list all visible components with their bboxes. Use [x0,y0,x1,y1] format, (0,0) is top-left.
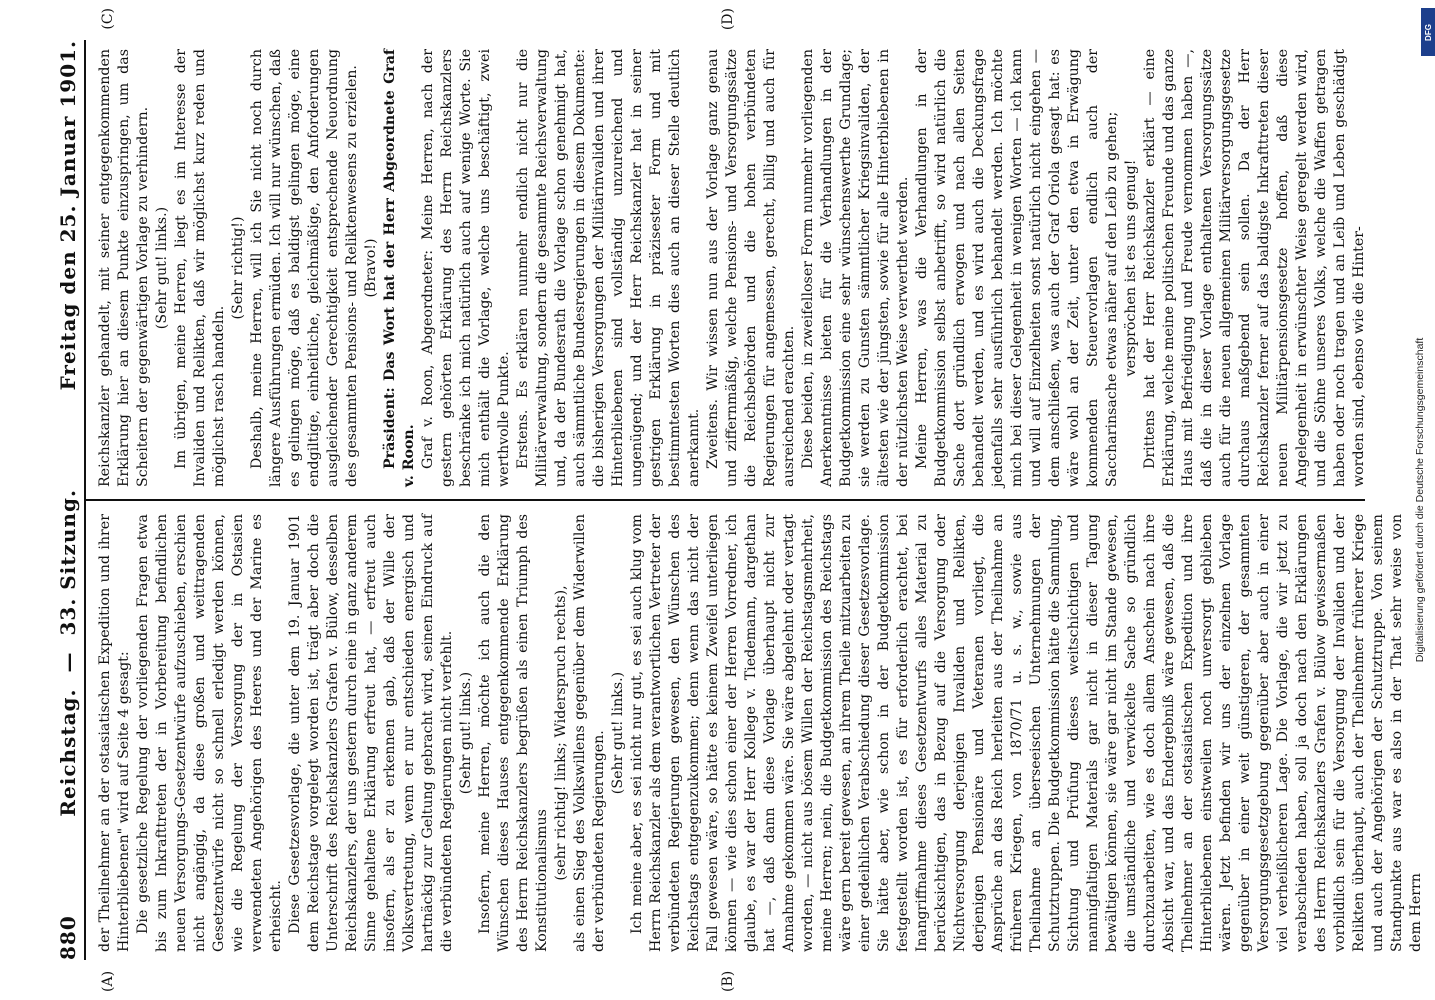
left-column [96,514,1424,952]
margin-mark-c: (C) [100,8,116,30]
header-session: 33. Sitzung. [56,489,80,636]
dfg-logo-text: DFG [1423,23,1433,41]
header-date: Freitag den 25. Januar 1901. [56,40,80,391]
paragraph: Ich meine aber, es sei nicht nur gut, es sei auch klug vom Herrn Reichskanzler als dem verantwortlichen Vertreter der verbündeten Regierungen gewesen, den Wünschen des Reichstags entgegenzukommen; denn wenn das nicht der Fall gewesen wäre, so hätte es keinem Zweifel unterliegen können — wie dies schon einer der Herren Vorredner, ich glaube, es war der Herr Kollege v. Tiedemann, dargethan hat —, daß dann diese Vorlage überhaupt nicht zur Annahme gekommen wäre. Sie wäre abgelehnt oder vertagt worden, — nicht aus bösem Willen der Reichstagsmehrheit, meine Herren; nein, die Budgetkommission des Reichstags wäre gern bereit gewesen, an ihrem Theile mitzuarbeiten zu einer gedeihlichen Verabschiedung dieser Gesetzesvorlage. Sie hätte aber, wie schon in der Budgetkommission festgestellt worden ist, es für erforderlich erachtet, bei Inangriffnahme dieses Gesetzentwurfs alles Material zu berücksichtigen, das in Bezug auf die Versorgung oder Nichtversorgung derjenigen Invaliden und Relikten, derjenigen Pensionäre und Veteranen vorliegt, die Ansprüche an das Reich herleiten aus der Theilnahme an früheren Kriegen, von 1870/71 u. s. w., sowie aus Theilnahme an überseeischen Unternehmungen der Schutztruppen. Die Budgetkommission hätte die Sammlung, Sichtung und Prüfung dieses weitschichtigen und mannigfaltigen Materials gar nicht in dieser Tagung bewältigen können, sie wäre gar nicht im Stande gewesen, die umständliche und verwickelte Sache so gründlich durchzuarbeiten, wie es doch allem Anschein nach ihre Absicht war, und das Endergebniß wäre gewesen, daß die Theilnehmer an der ostasiatischen Expedition und ihre Hinterbliebenen einstweilen noch unversorgt geblieben wären. Jetzt befinden wir uns der einzelnen Vorlage gegenüber in einer weit günstigeren, der gesammten Versorgungsgesetzgebung gegenüber aber auch in einer viel verheißlicheren Lage. Die Vorlage, die wir jetzt zu verabschieden haben, soll ja doch nach den Erklärungen des Herrn Reichskanzlers Grafen v. Bülow gewissermaßen vorbildlich sein für die Versorgung der Invaliden und der Relikten überhaupt, auch der Theilnehmer früherer Kriege und auch der Angehörigen der Schutztruppe. Von seinem Standpunkte aus war es also in der That sehr weise von dem Herrn [629,514,1424,952]
margin-mark-d: (D) [720,8,736,31]
paragraph: Reichskanzler gehandelt, mit seiner entgegenkommenden Erklärung hier an diesem Punkte einzuspringen, um das Scheitern der gegenwärtigen Vorlage zu verhindern. [97,49,151,487]
interjection: (Sehr gut! links.) [610,671,626,795]
paragraph: Insofern, meine Herren, möchte ich auch die den Wünschen dieses Hauses entgegenkommende Erklärung des Herrn Reichskanzlers begrüßen als einen Triumph des Konstitutionalismus [477,514,550,952]
right-column [96,49,1375,487]
margin-mark-a: (A) [100,970,116,992]
header-dash: — [56,651,80,673]
header-title: Reichstag. [56,688,80,817]
paragraph: Erstens. Es erklären nunmehr endlich nicht nur die Militärverwaltung, sondern die gesammte Reichsverwaltung und, da der Bundesrath die Vorlage schon genehmigt hat, auch sämmtliche Bundesregierungen in diesem Dokumente: die bisherigen Versorgungen der Militärinvaliden und ihrer Hinterbliebenen sind vollständig unzureichend und ungenügend; und der Herr Reichskanzler hat in seiner gestrigen Erklärung in präzisester Form und mit bestimmtesten Worten dies auch an dieser Stelle deutlich anerkannt. [515,49,702,487]
paragraph: der Theilnehmer an der ostasiatischen Expedition und ihrer Hinterbliebenen" wird auf Seite 4 gesagt: [97,514,132,952]
paragraph: Zweitens. Wir wissen nun aus der Vorlage ganz genau und ziffernmäßig, welche Pensions- und Versorgungssätze die Reichsbehörden und die hohen verbündeten Regierungen für angemessen, gerecht, billig und auch für ausreichend erachten. [705,49,797,487]
margin-mark-b: (B) [720,970,736,992]
speaker-paragraph: Graf v. Roon, Abgeordneter: Meine Herren, nach der gestern gehörten Erklärung des Herrn Reichskanzlers beschränke ich mich natürlich auch auf wenige Worte. Sie mich enthält die Vorlage, welche uns beschäftigt, zwei werthvolle Punkte. [420,49,512,487]
paragraph: Meine Herren, was die Verhandlungen in der Budgetkommission selbst anbetrifft, so wird natürlich die Sache dort gründlich erwogen und nach allen Seiten behandelt werden, und es wird auch die Deckungsfrage jedenfalls sehr ausführlich behandelt werden. Ich möchte mich bei dieser Gelegenheit in wenigen Worten — ich kann und will auf Einzelheiten sonst natürlich nicht eingehen — dem anschließen, was auch der Graf Oriola gesagt hat: es wäre wohl an der Zeit, unter den etwa in Erwägung kommenden Steuervorlagen endlich auch der Saccharinsache etwas näher auf den Leib zu gehen; [914,49,1120,487]
paragraph: Diese Gesetzesvorlage, die unter dem 19. Januar 1901 dem Reichstage vorgelegt worden ist, trägt aber doch die Unterschrift des Reichskanzlers Grafen v. Bülow, desselben Reichskanzlers, der uns gestern durch eine in ganz anderem Sinne gehaltene Erklärung erfreut hat, — erfreut auch insofern, als er zu erkennen gab, daß der Wille der Volksvertretung, wenn er nur entschieden energisch und hartnäckig zur Geltung gebracht wird, seinen Eindruck auf die verbündeten Regierungen nicht verfehlt. [287,514,455,952]
interjection: (Bravo!) [363,238,379,298]
digitization-credit: Digitalisierung gefördert durch die Deutsche Forschungsgemeinschaft [1414,337,1426,663]
paragraph: Deshalb, meine Herren, will ich Sie nicht noch durch längere Ausführungen ermüden. Ich will nur wünschen, daß es gelingen möge, daß es baldigst gelingen möge, eine endgiltige, einheitliche, gleichmäßige, den Anforderungen ausgleichender Gerechtigkeit entsprechende Neuordnung des gesammten Pensions- und Reliktenwesens zu erzielen. [249,49,360,487]
interjection: (Sehr richtig!) [230,216,246,320]
header-center [56,489,80,817]
interjection: (Sehr gut! links.) [154,206,170,330]
page-number: 880 [56,915,80,960]
paragraph: Im übrigen, meine Herren, liegt es im Interesse der Invaliden und Relikten, daß wir möglichst kurz reden und möglichst rasch handeln. [173,49,227,487]
interjection: (sehr richtig! links; Widerspruch rechts), [553,585,569,881]
paragraph: als einen Sieg des Volkswillens gegenüber dem Widerwillen der verbündeten Regierungen. [572,514,607,952]
paragraph: Diese beiden, in zweifelloser Form nunmehr vorliegenden Anerkenntnisse bieten für die Verhandlungen in der Budgetkommission eine sehr wünschenswerthe Grundlage; sie werden zu Gunsten sämmtlicher Kriegsinvaliden, der ältesten wie der jüngsten, sowie für alle Hinterbliebenen in der nützlichsten Weise verwerthet werden. [800,49,911,487]
speaker-paragraph: Präsident: Das Wort hat der Herr Abgeordnete Graf v. Roon. [382,49,417,487]
dfg-logo [1421,8,1435,56]
column-divider [86,499,1365,501]
paragraph: Drittens hat der Herr Reichskanzler erklärt — eine Erklärung, welche meine politischen Freunde und das ganze Haus mit Befriedigung und Freude vernommen haben —, daß die in dieser Vorlage enthaltenen Versorgungssätze auch für die neuen allgemeinen Militärversorgungsgesetze durchaus maßgebend sein sollen. Da der Herr Reichskanzler ferner auf das baldigste Inkrafttreten dieser neuen Militärpensionsgesetze hoffen, daß diese Angelegenheit in erwünschter Weise geregelt werden wird, und die Söhne unseres Volks, welche die Waffen getragen haben oder noch tragen und an Leib und Leben geschädigt worden sind, ebenso wie die Hinter- [1142,49,1367,487]
interjection: (Sehr gut! links.) [458,671,474,795]
page-header [48,40,80,960]
interjection: verspröchen ist es uns genug! [1123,159,1139,377]
paragraph: Die gesetzliche Regelung der vorliegenden Fragen etwa bis zum Inkrafttreten der in Vorbereitung befindlichen neuen Versorgungs-Gesetzentwürfe aufzuschieben, erschien nicht angängig, da diese großen und weittragenden Gesetzentwürfe nicht so schnell erledigt werden können, wie die Regelung der Versorgung der in Ostasien verwendeten Angehörigen des Heeres und der Marine es erheischt. [135,514,284,952]
